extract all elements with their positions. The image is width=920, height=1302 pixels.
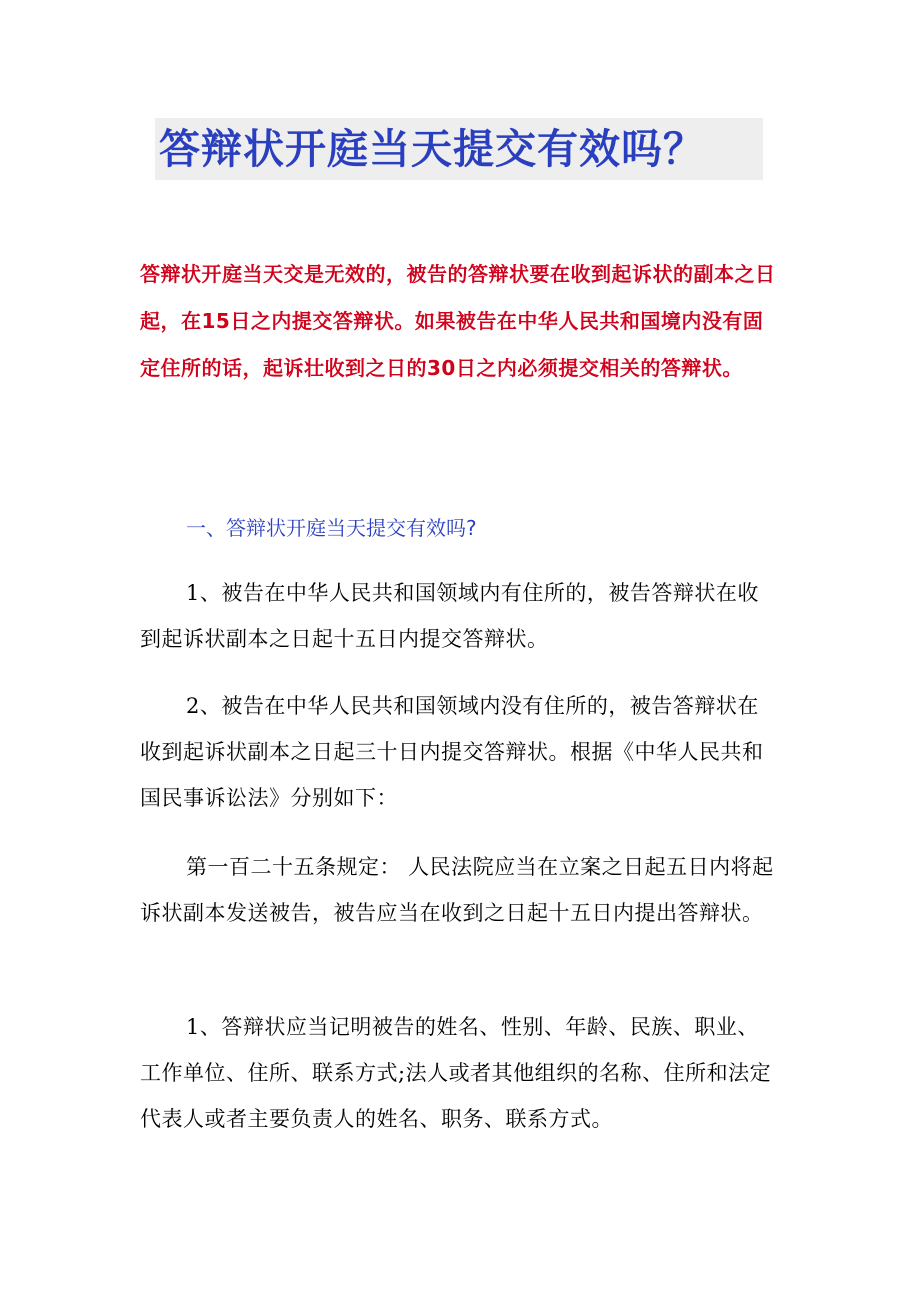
document-title: 答辩状开庭当天提交有效吗？ xyxy=(155,118,763,180)
section-heading: 一、答辩状开庭当天提交有效吗? xyxy=(186,516,477,540)
body-paragraph-2: 2、被告在中华人民共和国领域内没有住所的，被告答辩状在收到起诉状副本之日起三十日内提交答辩状。根据《中华人民共和国民事诉讼法》分别如下： xyxy=(140,694,764,810)
body-paragraph-4: 1、答辩状应当记明被告的姓名、性别、年龄、民族、职业、工作单位、住所、联系方式;法人或者其他组织的名称、住所和法定代表人或者主要负责人的姓名、职务、联系方式。 xyxy=(140,1015,772,1131)
body-paragraph-3: 第一百二十五条规定： 人民法院应当在立案之日起五日内将起诉状副本发送被告，被告应当在收到之日起十五日内提出答辩状。 xyxy=(140,855,774,925)
summary-paragraph: 答辩状开庭当天交是无效的，被告的答辩状要在收到起诉状的副本之日起，在15日之内提交答辩状。如果被告在中华人民共和国境内没有固定住所的话，起诉壮收到之日的30日之内必须提交相关的答辩状。 xyxy=(140,262,776,380)
body-paragraph-1: 1、被告在中华人民共和国领域内有住所的，被告答辩状在收到起诉状副本之日起十五日内提交答辩状。 xyxy=(140,581,759,651)
